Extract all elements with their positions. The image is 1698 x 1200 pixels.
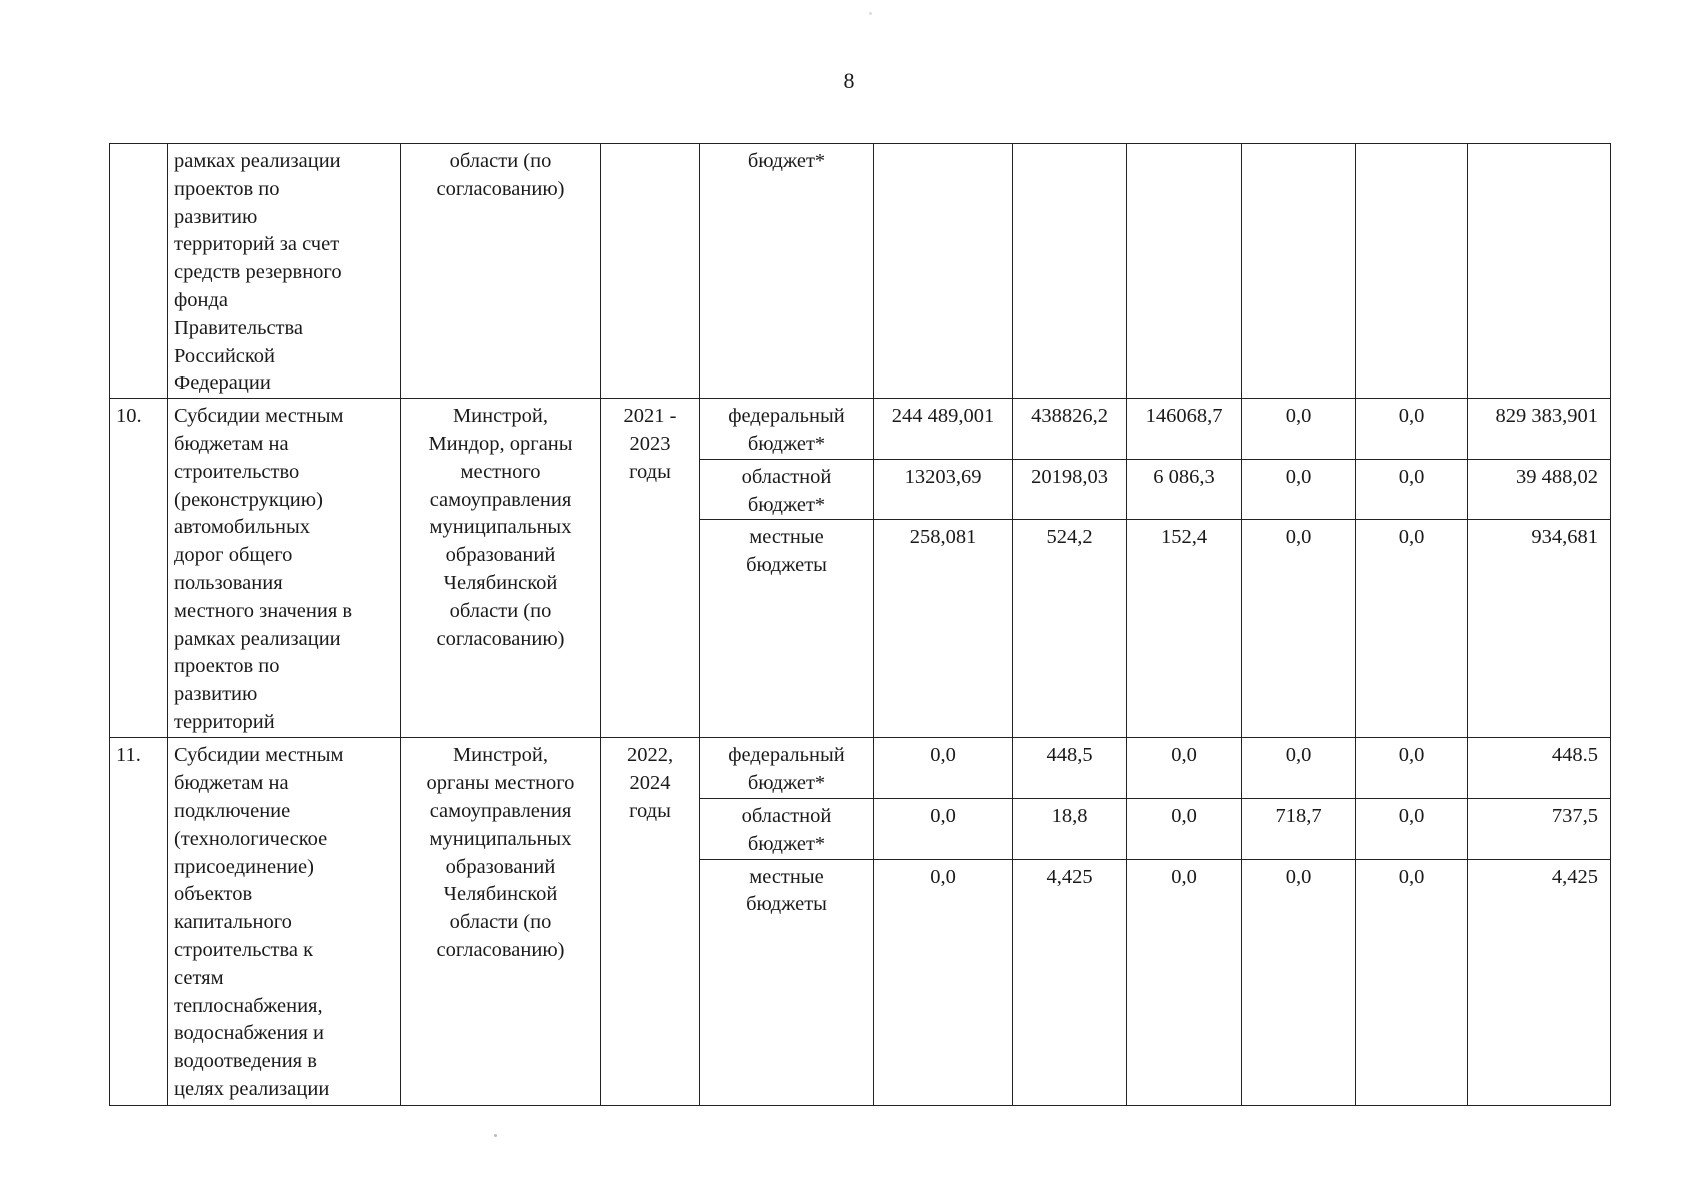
value-cell: 0,0 <box>874 738 1013 799</box>
value-cell: 524,2 <box>1013 520 1127 738</box>
event-name-line: объектов <box>174 883 253 906</box>
funding-source-cell <box>700 520 874 738</box>
value-cell: 146068,7 <box>1127 399 1242 460</box>
table-row <box>110 738 1611 799</box>
executor-cell: области (по согласованию) <box>401 144 601 399</box>
event-name-line: строительство <box>174 460 300 483</box>
event-name-line: территорий за счет <box>174 233 340 256</box>
years-line: годы <box>629 799 671 822</box>
scan-speck <box>494 1134 497 1137</box>
funding-source-line: федеральный <box>728 744 845 767</box>
executor-line: муниципальных <box>429 827 572 850</box>
value-cell: 13203,69 <box>874 459 1013 520</box>
event-name-line: дорог общего <box>174 544 293 567</box>
executor-line: Минстрой, <box>452 405 549 428</box>
event-name-line: рамках реализации <box>174 150 341 172</box>
total-value-cell: 4,425 <box>1468 859 1611 1105</box>
value-cell <box>1242 144 1356 399</box>
years-line: годы <box>629 460 671 483</box>
total-value-cell: 829 383,901 <box>1468 399 1611 460</box>
executor-line: области (по <box>449 911 552 934</box>
event-name-line: территорий <box>174 710 275 733</box>
event-name-line: Субсидии местным <box>174 405 344 428</box>
row-number-cell <box>110 144 168 399</box>
event-name-line: местного значения в <box>174 599 353 622</box>
value-cell: 0,0 <box>1242 859 1356 1105</box>
event-name-line: бюджетам на <box>174 772 289 795</box>
funding-source-line: областной <box>741 465 832 488</box>
value-cell <box>874 144 1013 399</box>
page-number: 8 <box>843 68 855 93</box>
event-name-line: целях реализации <box>174 1077 330 1100</box>
value-cell: 718,7 <box>1242 798 1356 859</box>
value-cell: 448,5 <box>1013 738 1127 799</box>
funding-source-cell <box>700 798 874 859</box>
executor-cell <box>401 399 601 738</box>
executor-line: Минстрой, <box>452 744 549 767</box>
years-line: 2021 - <box>623 405 677 428</box>
event-name-line: средств резервного <box>174 261 342 284</box>
value-cell: 0,0 <box>1242 459 1356 520</box>
value-cell: 0,0 <box>1242 520 1356 738</box>
funding-source-line: федеральный <box>728 405 845 428</box>
total-value-cell: 934,681 <box>1468 520 1611 738</box>
event-name-line: водоснабжения и <box>174 1022 324 1045</box>
total-value-cell: 39 488,02 <box>1468 459 1611 520</box>
executor-line: образований <box>445 544 556 567</box>
event-name-line: рамках реализации <box>174 627 341 650</box>
funding-source-cell <box>700 459 874 520</box>
years-line: 2023 <box>629 432 671 455</box>
years-cell <box>601 399 700 738</box>
funding-source-line: бюджеты <box>746 554 827 577</box>
event-name-line: строительства к <box>174 938 314 961</box>
value-cell: 0,0 <box>874 798 1013 859</box>
value-cell: 6 086,3 <box>1127 459 1242 520</box>
executor-line: самоуправления <box>429 799 572 822</box>
event-name-line: сетям <box>174 966 224 989</box>
event-name-line: (технологическое <box>174 827 328 850</box>
executor-line: области (по <box>449 599 552 622</box>
event-name-cell <box>168 399 401 738</box>
event-name-line: Российской <box>174 344 276 367</box>
event-name-line: развитию <box>174 683 258 706</box>
value-cell: 0,0 <box>1356 399 1468 460</box>
funding-source-cell <box>700 859 874 1105</box>
event-name-line: Правительства <box>174 316 304 339</box>
event-name-line: бюджетам на <box>174 432 289 455</box>
value-cell: 0,0 <box>1127 798 1242 859</box>
event-name-line: автомобильных <box>174 516 311 539</box>
value-cell: 244 489,001 <box>874 399 1013 460</box>
executor-line: самоуправления <box>429 488 572 511</box>
value-cell: 438826,2 <box>1013 399 1127 460</box>
executor-line: Челябинской <box>443 883 558 906</box>
event-name-line: проектов по <box>174 655 280 678</box>
event-name-line: фонда <box>174 288 229 311</box>
value-cell: 0,0 <box>1127 738 1242 799</box>
executor-line: муниципальных <box>429 516 572 539</box>
value-cell: 258,081 <box>874 520 1013 738</box>
event-name-line: теплоснабжения, <box>174 994 323 1017</box>
table-body <box>110 144 1611 1106</box>
event-name-line: подключение <box>174 799 291 822</box>
value-cell <box>1013 144 1127 399</box>
years-line: 2022, <box>626 744 674 767</box>
value-cell: 0,0 <box>1356 738 1468 799</box>
value-cell: 0,0 <box>1356 859 1468 1105</box>
event-name-line: водоотведения в <box>174 1050 317 1073</box>
executor-line: органы местного <box>426 772 575 795</box>
value-cell <box>1127 144 1242 399</box>
years-cell <box>601 144 700 399</box>
executor-line: местного <box>460 460 541 483</box>
event-name-cell <box>168 144 401 399</box>
event-name-line: Субсидии местным <box>174 744 344 767</box>
total-value-cell: 448.5 <box>1468 738 1611 799</box>
row-number-cell: 10. <box>110 399 168 738</box>
funding-source-line: местные <box>749 865 824 888</box>
value-cell <box>1356 144 1468 399</box>
executor-line: Челябинской <box>443 571 558 594</box>
event-name-line: пользования <box>174 571 283 594</box>
table-row <box>110 399 1611 460</box>
funding-source-line: бюджеты <box>746 893 827 916</box>
executor-line: согласованию) <box>436 938 565 961</box>
value-cell: 0,0 <box>1356 798 1468 859</box>
executor-line: Миндор, органы <box>428 432 573 455</box>
event-name-line: (реконструкцию) <box>174 488 323 511</box>
budget-table <box>109 143 1611 1106</box>
funding-source-line: бюджет* <box>747 832 826 855</box>
event-name-line: присоединение) <box>174 855 314 878</box>
value-cell: 0,0 <box>874 859 1013 1105</box>
value-cell: 4,425 <box>1013 859 1127 1105</box>
value-cell: 152,4 <box>1127 520 1242 738</box>
event-name-line: капитального <box>174 911 292 934</box>
value-cell: 20198,03 <box>1013 459 1127 520</box>
scan-speck <box>869 12 872 15</box>
value-cell: 0,0 <box>1356 459 1468 520</box>
value-cell <box>1468 144 1611 399</box>
event-name-line: развитию <box>174 205 258 228</box>
years-line: 2024 <box>629 772 671 795</box>
value-cell: 0,0 <box>1242 399 1356 460</box>
value-cell: 18,8 <box>1013 798 1127 859</box>
executor-cell <box>401 738 601 1105</box>
funding-source-line: местные <box>749 526 824 549</box>
event-name-cell <box>168 738 401 1105</box>
table-row-continued <box>110 144 1611 399</box>
event-name-line: проектов по <box>174 177 280 200</box>
funding-source-cell: бюджет* <box>700 144 874 399</box>
value-cell: 0,0 <box>1242 738 1356 799</box>
value-cell: 0,0 <box>1356 520 1468 738</box>
funding-source-line: областной <box>741 804 832 827</box>
value-cell: 0,0 <box>1127 859 1242 1105</box>
funding-source-line: бюджет* <box>747 432 826 455</box>
executor-line: образований <box>445 855 556 878</box>
years-cell <box>601 738 700 1105</box>
funding-source-cell <box>700 738 874 799</box>
executor-line: согласованию) <box>436 627 565 650</box>
funding-source-line: бюджет* <box>747 493 826 516</box>
row-number-cell: 11. <box>110 738 168 1105</box>
funding-source-cell <box>700 399 874 460</box>
event-name-line: Федерации <box>174 372 271 395</box>
total-value-cell: 737,5 <box>1468 798 1611 859</box>
funding-source-line: бюджет* <box>747 772 826 795</box>
